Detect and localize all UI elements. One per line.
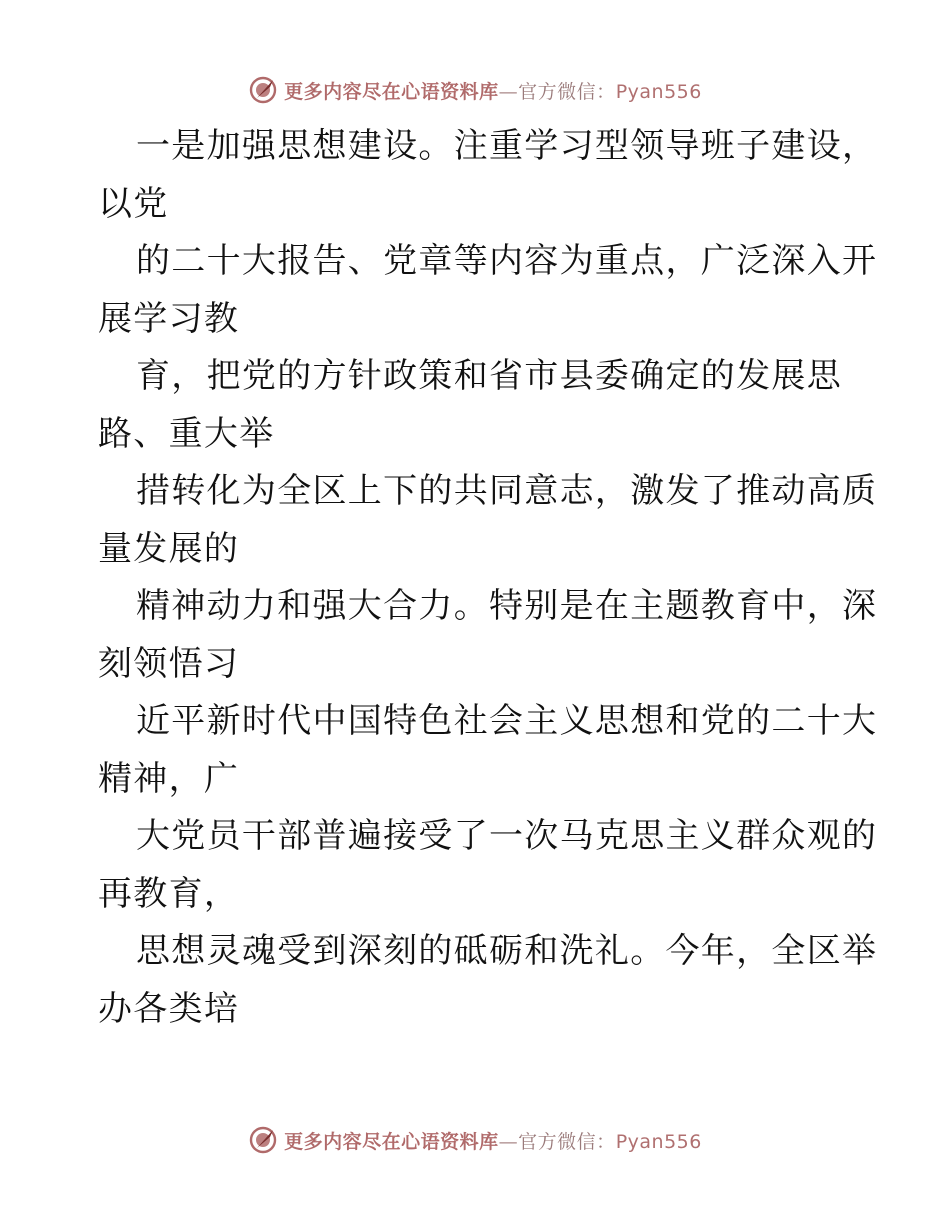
body-line: 的二十大报告、党章等内容为重点，广泛深入开 — [136, 241, 878, 281]
watermark-wechat-id: Pyan556 — [615, 80, 702, 103]
watermark-wechat-id: Pyan556 — [615, 1130, 702, 1153]
body-line: 以党 — [98, 183, 169, 224]
header-watermark — [0, 70, 950, 110]
body-line: 办各类培 — [98, 988, 240, 1029]
watermark-dash: — — [498, 1130, 519, 1153]
body-line: 思想灵魂受到深刻的砥砺和洗礼。今年，全区举 — [136, 931, 878, 971]
watermark-text — [284, 77, 702, 104]
body-line: 量发展的 — [98, 528, 240, 569]
body-line: 大党员干部普遍接受了一次马克思主义群众观的 — [136, 816, 878, 856]
body-line: 路、重大举 — [98, 413, 275, 454]
body-line: 刻领悟习 — [98, 643, 240, 684]
document-body — [98, 118, 878, 1038]
body-line: 精神，广 — [98, 758, 240, 799]
body-line: 精神动力和强大合力。特别是在主题教育中，深 — [136, 586, 878, 626]
quill-seal-icon — [248, 1125, 278, 1155]
footer-watermark — [0, 1120, 950, 1160]
watermark-wechat-label: 官方微信： — [518, 1130, 616, 1153]
body-line: 再教育， — [98, 873, 240, 914]
watermark-site: 更多内容尽在心语资料库 — [284, 80, 499, 103]
body-line: 育，把党的方针政策和省市县委确定的发展思 — [136, 356, 842, 396]
body-line: 一是加强思想建设。注重学习型领导班子建设， — [136, 126, 878, 166]
body-line: 展学习教 — [98, 298, 240, 339]
watermark-text — [284, 1127, 702, 1154]
body-line: 近平新时代中国特色社会主义思想和党的二十大 — [136, 701, 878, 741]
watermark-wechat-label: 官方微信： — [518, 80, 616, 103]
watermark-site: 更多内容尽在心语资料库 — [284, 1130, 499, 1153]
body-line: 措转化为全区上下的共同意志，激发了推动高质 — [136, 471, 878, 511]
quill-seal-icon — [248, 75, 278, 105]
watermark-dash: — — [498, 80, 519, 103]
